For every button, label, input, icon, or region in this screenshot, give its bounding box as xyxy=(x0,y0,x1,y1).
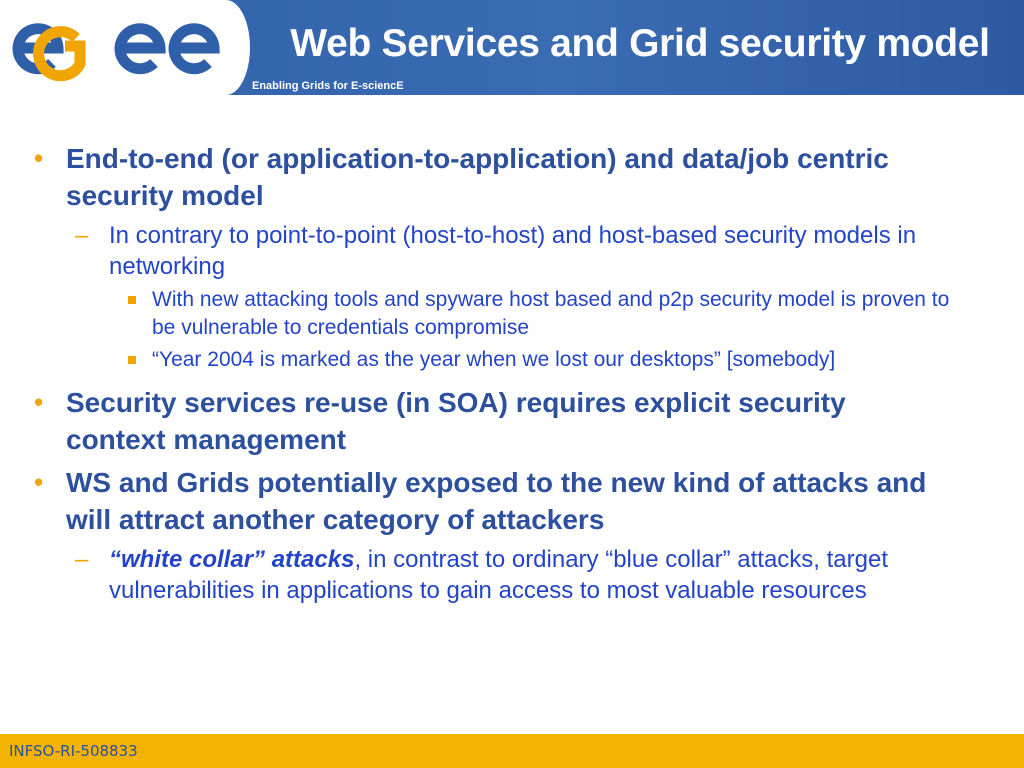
bullet-level1 xyxy=(0,384,946,458)
egee-logo xyxy=(10,8,240,84)
footer-project-id: INFSO-RI-508833 xyxy=(9,742,138,760)
bullet-text: End-to-end (or application-to-application) and data/job centric security model xyxy=(66,143,889,211)
bullet-level1 xyxy=(0,464,946,538)
bullet-text: WS and Grids potentially exposed to the new kind of attacks and will attract another category of attackers xyxy=(66,467,927,535)
bullet-level3 xyxy=(0,346,972,374)
slide-content xyxy=(0,140,1024,610)
bullet-text: “Year 2004 is marked as the year when we lost our desktops” [somebody] xyxy=(152,348,836,371)
bullet-level2 xyxy=(0,544,999,606)
logo-panel xyxy=(0,0,250,95)
bullet-dot-icon: • xyxy=(34,387,44,417)
tagline: Enabling Grids for E-sciencE xyxy=(252,80,404,92)
square-bullet-icon xyxy=(128,356,136,364)
bullet-text: With new attacking tools and spyware host based and p2p security model is proven to be vulnerable to credentials compromise xyxy=(152,288,950,339)
logo-wordmark: egee xyxy=(10,8,13,9)
bullet-text: Security services re-use (in SOA) requires explicit security context management xyxy=(66,387,846,455)
bullet-text: , in contrast to ordinary “blue collar” attacks, target vulnerabilities in applications to gain access to most valuable resources xyxy=(109,546,889,604)
slide-header xyxy=(0,0,1024,95)
emphasized-term: “white collar” attacks xyxy=(109,546,355,573)
dash-marker-icon: – xyxy=(75,546,89,573)
bullet-dot-icon: • xyxy=(34,143,44,173)
bullet-level1 xyxy=(0,140,946,214)
bullet-text: In contrary to point-to-point (host-to-host) and host-based security models in networking xyxy=(109,222,917,280)
bullet-dot-icon: • xyxy=(34,467,44,497)
slide-footer xyxy=(0,734,1024,768)
slide-title: Web Services and Grid security model xyxy=(290,22,990,65)
square-bullet-icon xyxy=(128,296,136,304)
dash-marker-icon: – xyxy=(75,222,89,249)
bullet-level2 xyxy=(0,220,999,282)
bullet-level3 xyxy=(0,286,972,342)
